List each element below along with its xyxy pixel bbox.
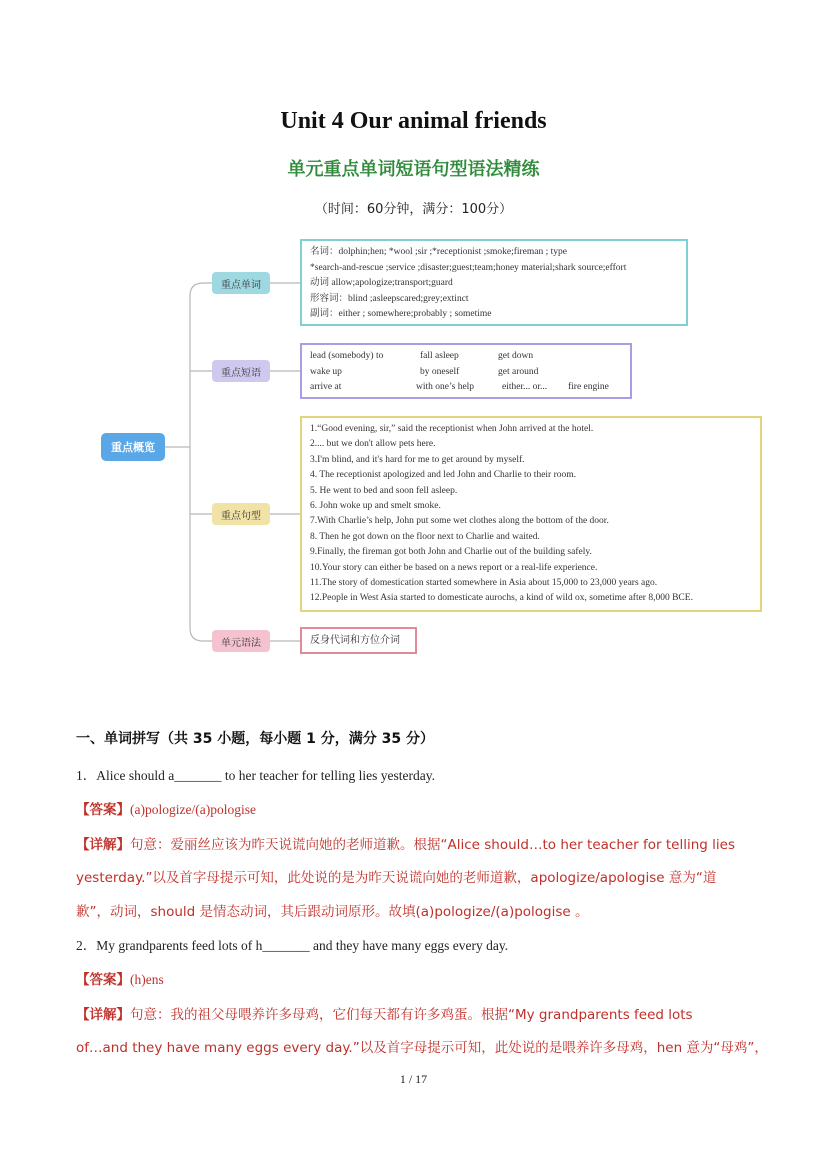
sentence-line: 6. John woke up and smelt smoke. (310, 501, 441, 512)
detail-1-line-2: yesterday.”以及首字母提示可知，此处说的是为昨天说谎向她的老师道歉，apologize/apologise 意为“道 (76, 870, 717, 886)
phrase: either... or... (502, 382, 548, 392)
answer-1 (76, 798, 256, 818)
grammar-text: 反身代词和方位介词 (310, 634, 400, 646)
sentence-line: 11.The story of domestication started somewhere in Asia about 15,000 to 23,000 years ago. (310, 578, 658, 589)
phrases-row (310, 365, 622, 381)
detail-2-line-2: of…and they have many eggs every day.”以及首字母提示可知，此处说的是喂养许多母鸡，hen 意为“母鸡”， (76, 1040, 768, 1056)
sentence-line: 7.With Charlie’s help, John put some wet clothes along the bottom of the door. (310, 516, 609, 527)
detail-1-line-3: 歉”，动词，should 是情态动词，其后跟动词原形。故填(a)pologize/(a)pologise 。 (76, 904, 589, 920)
sentence-line: 2.... but we don't allow pets here. (310, 439, 436, 450)
time-info: （时间：60分钟，满分：100分） (314, 202, 513, 217)
words-line: 形容词：blind ;asleepscared;grey;extinct (310, 293, 469, 304)
phrase: with one’s help (416, 382, 475, 392)
detail-label: 【详解】 (76, 1007, 130, 1023)
words-line: *search-and-rescue ;service ;disaster;guest;team;honey material;shark source;effort (310, 262, 627, 273)
answer-label: 【答案】 (76, 802, 130, 818)
phrase: get down (498, 351, 534, 361)
phrase: by oneself (420, 366, 460, 377)
phrases-row (310, 349, 622, 365)
section-title: 一、单词拼写（共 35 小题，每小题 1 分，满分 35 分） (76, 731, 434, 747)
branch-key-words: 重点单词 (212, 272, 270, 294)
words-line: 副词：either ; somewhere;probably ; sometime (310, 309, 492, 319)
detail-2-line-1 (76, 1003, 693, 1023)
words-line: 名词：dolphin;hen; *wool ;sir ;*receptionist ;smoke;fireman ; type (310, 247, 567, 257)
unit-grammar-box (300, 627, 417, 654)
detail-label: 【详解】 (76, 837, 130, 853)
answer-text: (h)ens (130, 972, 164, 987)
key-phrases-box (300, 343, 632, 399)
key-words-box (300, 239, 688, 326)
sentence-line: 5. He went to bed and soon fell asleep. (310, 485, 458, 496)
branch-key-phrases: 重点短语 (212, 360, 270, 382)
answer-label: 【答案】 (76, 972, 130, 988)
answer-text: (a)pologize/(a)pologise (130, 802, 256, 817)
sentence-line: 12.People in West Asia started to domesticate aurochs, a kind of wild ox, sometime after 8,000 BCE. (310, 593, 693, 604)
answer-2 (76, 968, 164, 988)
key-sentences-box (300, 416, 762, 612)
phrases-row (310, 380, 622, 396)
detail-text: 句意：爱丽丝应该为昨天说谎向她的老师道歉。根据“Alice should…to her teacher for telling lies (130, 837, 735, 853)
mindmap-root: 重点概览 (101, 433, 165, 461)
phrase: lead (somebody) to (310, 351, 384, 361)
question-stem-2: 2．My grandparents feed lots of h_______ and they have many eggs every day. (76, 938, 509, 953)
detail-1-line-1 (76, 833, 735, 853)
page-title: Unit 4 Our animal friends (280, 108, 547, 134)
phrase: fire engine (568, 382, 609, 392)
phrase: get around (498, 366, 539, 377)
sentence-line: 9.Finally, the fireman got both John and Charlie out of the building safely. (310, 547, 592, 558)
detail-text: 句意：我的祖父母喂养许多母鸡，它们每天都有许多鸡蛋。根据“My grandparents feed lots (130, 1007, 693, 1023)
branch-key-sentences: 重点句型 (212, 503, 270, 525)
sentence-line: 3.I'm blind, and it's hard for me to get around by myself. (310, 454, 525, 465)
phrase: wake up (310, 366, 342, 377)
page-number: 1 / 17 (399, 1072, 428, 1086)
sentence-line: 8. Then he got down on the floor next to Charlie and waited. (310, 531, 540, 542)
page-subtitle: 单元重点单词短语句型语法精练 (287, 159, 540, 180)
sentence-line: 10.Your story can either be based on a news report or a real-life experience. (310, 562, 598, 573)
branch-unit-grammar: 单元语法 (212, 630, 270, 652)
phrase: arrive at (310, 382, 342, 392)
words-line: 动词 allow;apologize;transport;guard (310, 278, 453, 288)
phrase: fall asleep (420, 351, 459, 361)
sentence-line: 4. The receptionist apologized and led John and Charlie to their room. (310, 470, 577, 481)
question-stem-1: 1．Alice should a_______ to her teacher for telling lies yesterday. (76, 768, 436, 783)
sentence-line: 1.“Good evening, sir,” said the receptionist when John arrived at the hotel. (310, 424, 594, 434)
